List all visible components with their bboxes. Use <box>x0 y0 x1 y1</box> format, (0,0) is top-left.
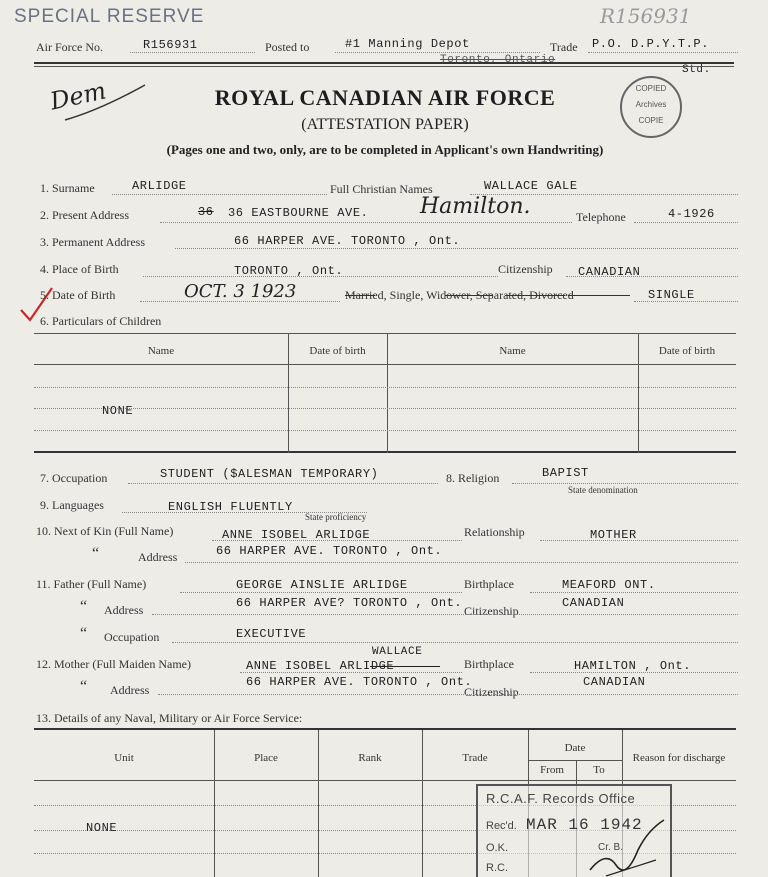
service-entry: NONE <box>86 821 118 835</box>
mother-label: 12. Mother (Full Maiden Name) <box>36 657 191 671</box>
marital-status-value: SINGLE <box>648 288 695 302</box>
occupation-value: STUDENT ($ALESMAN TEMPORARY) <box>160 467 379 481</box>
father-value: GEORGE AINSLIE ARLIDGE <box>236 578 408 592</box>
children-entry: NONE <box>102 404 134 418</box>
service-header-date: Date <box>564 742 586 754</box>
present-address-city: Hamilton. <box>420 194 531 219</box>
service-header-unit: Unit <box>114 752 134 764</box>
service-header-to: To <box>593 764 605 776</box>
surname-value: ARLIDGE <box>132 179 187 193</box>
state-denomination-note: State denomination <box>568 485 638 495</box>
languages-value: ENGLISH FLUENTLY <box>168 500 293 514</box>
citizenship-value: CANADIAN <box>578 265 641 279</box>
service-label: 13. Details of any Naval, Military or Air Force Service: <box>36 711 303 725</box>
trade-label: Trade <box>550 40 578 54</box>
present-address-value: 36 EASTBOURNE AVE. <box>228 206 369 220</box>
handwritten-service-number: R156931 <box>600 4 692 28</box>
relationship-label: Relationship <box>464 525 525 539</box>
mother-birthplace-value: HAMILTON , Ont. <box>574 659 692 673</box>
present-address-label: 2. Present Address <box>40 208 129 222</box>
citizenship-label: Citizenship <box>498 262 553 276</box>
posted-to-label: Posted to <box>265 40 310 54</box>
mother-address-label: Address <box>110 683 150 697</box>
received-date: MAR 16 1942 <box>526 816 643 834</box>
occupation-label: 7. Occupation <box>40 471 108 485</box>
air-force-no-label: Air Force No. <box>36 40 103 54</box>
ditto-mark: “ <box>80 678 88 695</box>
service-header-rank: Rank <box>358 752 382 764</box>
mother-address-value: 66 HARPER AVE. TORONTO , Ont. <box>246 675 473 689</box>
copied-archives-stamp: COPIED Archives COPIE <box>620 76 682 138</box>
mother-citizenship-label: Citizenship <box>464 685 519 699</box>
special-reserve-stamp: SPECIAL RESERVE <box>14 6 205 27</box>
date-of-birth-value: OCT. 3 1923 <box>184 281 297 302</box>
records-office-stamp: R.C.A.F. Records Office Rec'd. MAR 16 1942 O.K. Cr. B. R.C. <box>476 784 672 877</box>
father-address-value: 66 HARPER AVE? TORONTO , Ont. <box>236 596 463 610</box>
marital-options: Married, Single, Widower, Separated, Divorced <box>345 288 574 302</box>
next-of-kin-label: 10. Next of Kin (Full Name) <box>36 524 174 538</box>
mother-birthplace-label: Birthplace <box>464 657 514 671</box>
next-of-kin-address-value: 66 HARPER AVE. TORONTO , Ont. <box>216 544 443 558</box>
place-of-birth-value: TORONTO , Ont. <box>234 264 344 278</box>
religion-value: BAPIST <box>542 466 589 480</box>
present-address-struck: 36 <box>198 205 214 219</box>
mother-name-correction: WALLACE <box>372 646 423 658</box>
children-header-dob-2: Date of birth <box>658 345 716 357</box>
service-header-place: Place <box>254 752 278 764</box>
languages-label: 9. Languages <box>40 498 104 512</box>
date-of-birth-label: 5. Date of Birth <box>40 288 116 302</box>
service-header-from: From <box>540 764 564 776</box>
service-header-trade: Trade <box>462 752 488 764</box>
christian-names-label: Full Christian Names <box>330 182 433 196</box>
air-force-no-value: R156931 <box>143 38 198 52</box>
permanent-address-value: 66 HARPER AVE. TORONTO , Ont. <box>234 234 461 248</box>
telephone-value: 4-1926 <box>668 207 715 221</box>
mother-value: ANNE ISOBEL ARLIDGE <box>246 659 395 673</box>
permanent-address-label: 3. Permanent Address <box>40 235 145 249</box>
trade-line2: Std. <box>682 64 711 76</box>
father-citizenship-value: CANADIAN <box>562 596 625 610</box>
father-occupation-value: EXECUTIVE <box>236 627 307 641</box>
posted-to-line2: Toronto, Ontario <box>440 54 556 66</box>
telephone-label: Telephone <box>576 210 626 224</box>
surname-label: 1. Surname <box>40 181 95 195</box>
relationship-value: MOTHER <box>590 528 637 542</box>
children-header-name-1: Name <box>147 345 175 357</box>
ditto-mark: “ <box>80 625 88 642</box>
father-occupation-label: Occupation <box>104 630 160 644</box>
father-citizenship-label: Citizenship <box>464 604 519 618</box>
next-of-kin-value: ANNE ISOBEL ARLIDGE <box>222 528 371 542</box>
posted-to-value: #1 Manning Depot <box>345 37 470 51</box>
initials-flourish <box>60 80 150 130</box>
place-of-birth-label: 4. Place of Birth <box>40 262 119 276</box>
form-instruction: (Pages one and two, only, are to be completed in Applicant's own Handwriting) <box>166 142 604 157</box>
corner-initials: Dem <box>47 76 109 116</box>
father-address-label: Address <box>104 603 144 617</box>
father-birthplace-value: MEAFORD ONT. <box>562 578 656 592</box>
trade-value: P.O. D.P.Y.T.P. <box>592 37 710 51</box>
ditto-mark: “ <box>92 545 100 562</box>
service-header-reason: Reason for discharge <box>632 752 726 764</box>
state-proficiency-note: State proficiency <box>305 512 367 522</box>
religion-label: 8. Religion <box>446 471 500 485</box>
stamp-signature <box>586 810 670 877</box>
particulars-children-label: 6. Particulars of Children <box>40 314 162 328</box>
children-header-dob-1: Date of birth <box>309 345 366 357</box>
christian-names-value: WALLACE GALE <box>484 179 578 193</box>
mother-citizenship-value: CANADIAN <box>583 675 646 689</box>
children-header-name-2: Name <box>499 345 526 357</box>
father-label: 11. Father (Full Name) <box>36 577 147 591</box>
next-of-kin-address-label: Address <box>138 550 178 564</box>
form-title: ROYAL CANADIAN AIR FORCE <box>214 85 556 110</box>
ditto-mark: “ <box>80 598 88 615</box>
father-birthplace-label: Birthplace <box>464 577 514 591</box>
form-subtitle: (ATTESTATION PAPER) <box>301 116 469 133</box>
